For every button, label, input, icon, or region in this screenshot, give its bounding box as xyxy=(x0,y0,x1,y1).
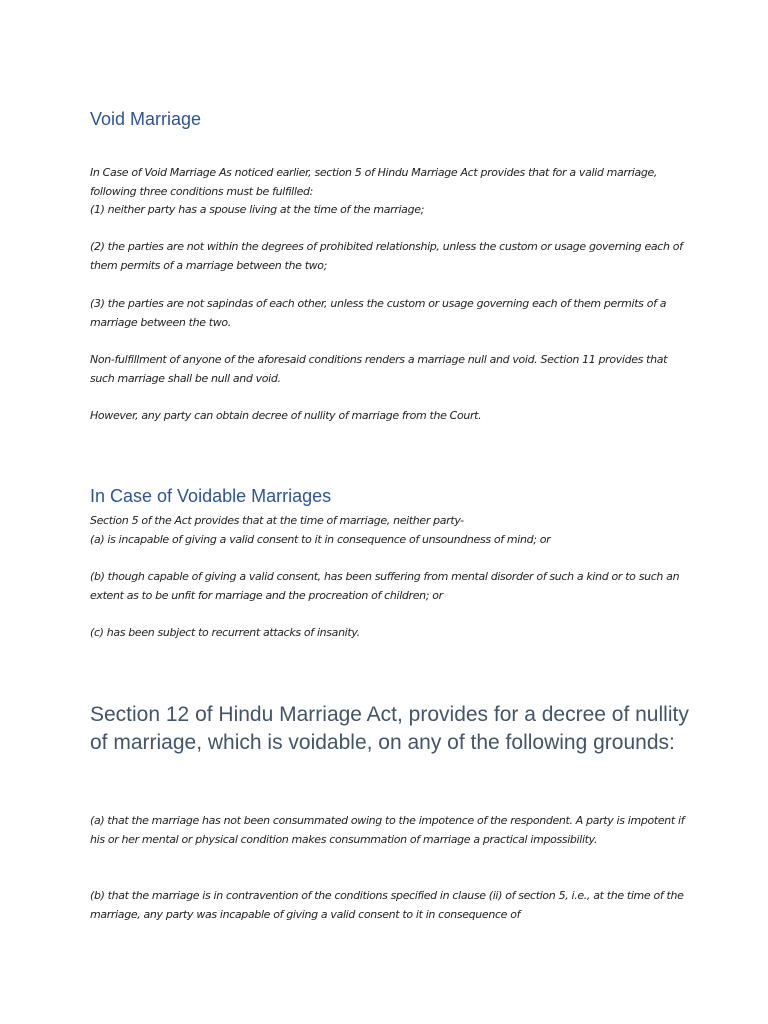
paragraph-void-condition-2: (2) the parties are not within the degrees of prohibited relationship, unless the custom or usage governing each of them permits of a marriage between the two; xyxy=(90,240,683,272)
paragraph-voidable-c: (c) has been subject to recurrent attacks of insanity. xyxy=(90,626,360,639)
paragraph-voidable-b: (b) though capable of giving a valid consent, has been suffering from mental disorder of such a kind or to such an extent as to be unfit for marriage and the procreation of children; or xyxy=(90,570,680,602)
paragraph-void-intro: In Case of Void Marriage As noticed earlier, section 5 of Hindu Marriage Act provides that for a valid marriage, following three conditions must be fulfilled: xyxy=(90,166,658,198)
paragraph-void-nonfulfillment: Non-fulfillment of anyone of the aforesaid conditions renders a marriage null and void. Section 11 provides that such marriage shall be null and void. xyxy=(90,353,668,385)
paragraph-void-condition-1: (1) neither party has a spouse living at the time of the marriage; xyxy=(90,203,424,216)
paragraph-voidable-a: (a) is incapable of giving a valid consent to it in consequence of unsoundness of mind; or xyxy=(90,533,551,546)
paragraph-ground-b: (b) that the marriage is in contravention of the conditions specified in clause (ii) of section 5, i.e., at the time of the marriage, any party was incapable of giving a valid consent to it in consequence of xyxy=(90,889,684,921)
heading-void-marriage: Void Marriage xyxy=(90,109,202,129)
paragraph-void-condition-3: (3) the parties are not sapindas of each other, unless the custom or usage governing each of them permits of a marriage between the two. xyxy=(90,297,667,329)
paragraph-void-decree: However, any party can obtain decree of nullity of marriage from the Court. xyxy=(90,409,482,422)
heading-voidable-marriages: In Case of Voidable Marriages xyxy=(90,486,332,506)
paragraph-voidable-intro: Section 5 of the Act provides that at the time of marriage, neither party- xyxy=(90,514,464,527)
heading-section-12: Section 12 of Hindu Marriage Act, provides for a decree of nullity of marriage, which is voidable, on any of the following grounds: xyxy=(90,703,689,754)
paragraph-ground-a: (a) that the marriage has not been consummated owing to the impotence of the respondent. A party is impotent if his or her mental or physical condition makes consummation of marriage a practical impossibility. xyxy=(90,814,685,846)
